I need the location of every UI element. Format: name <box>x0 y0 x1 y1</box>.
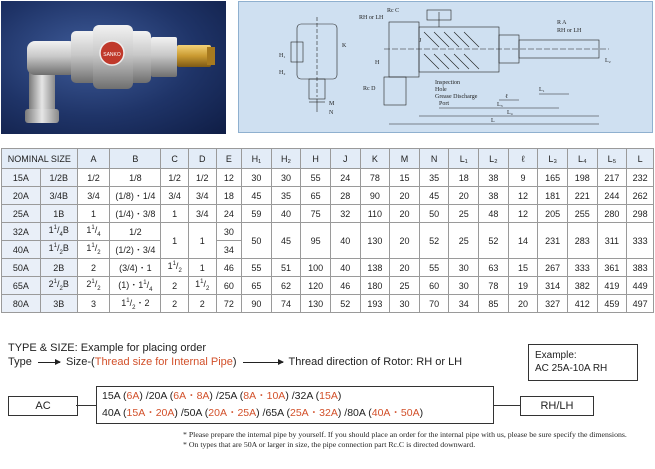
cell-ell: 20 <box>508 295 538 313</box>
label-grease-1: Grease Discharge <box>435 94 478 100</box>
cell-d: 3/4 <box>188 187 216 205</box>
cell-h: 65 <box>301 187 331 205</box>
label-rc-c: Rc C <box>387 8 400 14</box>
cell-l3: 267 <box>538 259 568 277</box>
cell-h2: 40 <box>271 205 301 223</box>
header-j: J <box>330 149 360 169</box>
cell-d-merged: 1 <box>188 223 216 259</box>
cell-l1: 18 <box>449 169 479 187</box>
cell-b: (1)・$1^1/_4$ <box>110 277 161 295</box>
cell-nominal-a: 65A <box>2 277 41 295</box>
table-row <box>2 259 654 277</box>
cell-c: 3/4 <box>161 187 189 205</box>
cell-h2: 51 <box>271 259 301 277</box>
cell-h1: 59 <box>242 205 272 223</box>
header-c: C <box>161 149 189 169</box>
label-rh-or-lh-2: RH or LH <box>557 28 582 34</box>
label-l1: L₁ <box>539 87 545 93</box>
type-box: AC <box>8 396 78 416</box>
header-m: M <box>390 149 420 169</box>
cell-m: 30 <box>390 295 420 313</box>
label-h1: H₁ <box>279 53 286 59</box>
internal-pipe-size: 6A・8A <box>173 390 210 402</box>
note-2: * On types that are 50A or larger in size, the pipe connection part Rc.C is directed downward. <box>183 440 476 449</box>
note-1: * Please prepare the internal pipe by yourself. If you should place an order for the internal pipe with us, please be sure specify the dimensions. <box>183 430 627 439</box>
header-n: N <box>419 149 449 169</box>
cell-a: 3/4 <box>77 187 110 205</box>
cell-j: 40 <box>330 259 360 277</box>
cell-c-merged: 1 <box>161 223 189 259</box>
header-d: D <box>188 149 216 169</box>
connector-line <box>76 405 96 406</box>
header-k: K <box>360 149 390 169</box>
cell-j: 52 <box>330 295 360 313</box>
label-ra: R A <box>557 20 567 26</box>
order-flow <box>8 356 462 368</box>
cell-l3-merged: 231 <box>538 223 568 259</box>
nominal-size-text: ) /25A ( <box>209 390 244 402</box>
cell-n: 60 <box>419 277 449 295</box>
cell-j: 46 <box>330 277 360 295</box>
cell-n: 35 <box>419 169 449 187</box>
nominal-size-text: ) /20A ( <box>139 390 174 402</box>
order-size-prefix: Size-( <box>65 356 95 368</box>
cell-k: 138 <box>360 259 390 277</box>
cell-l1: 20 <box>449 187 479 205</box>
emblem-text: SANKO <box>103 52 121 58</box>
cell-l2-merged: 52 <box>479 223 509 259</box>
internal-pipe-size: 25A・32A <box>290 407 338 419</box>
cell-l4: 255 <box>567 205 597 223</box>
header-l2: L₂ <box>479 149 509 169</box>
cell-h2: 30 <box>271 169 301 187</box>
header-l1: L₁ <box>449 149 479 169</box>
cell-nominal-b: $1^1/_2B$ <box>40 241 77 259</box>
cell-l5: 459 <box>597 295 627 313</box>
cell-l1: 30 <box>449 277 479 295</box>
cell-nominal-a: 25A <box>2 205 41 223</box>
cell-l4: 412 <box>567 295 597 313</box>
cell-l1-merged: 25 <box>449 223 479 259</box>
cell-h2-merged: 45 <box>271 223 301 259</box>
notes <box>183 430 651 450</box>
label-grease-2: Port <box>439 101 450 107</box>
technical-drawing <box>238 1 653 133</box>
label-m: M <box>329 101 335 107</box>
cell-a: 1/2 <box>77 169 110 187</box>
cell-a: $1^1/_2$ <box>77 241 110 259</box>
cell-n: 50 <box>419 205 449 223</box>
label-l: L <box>491 118 495 124</box>
cell-l2: 85 <box>479 295 509 313</box>
cell-h1: 90 <box>242 295 272 313</box>
cell-e: 18 <box>216 187 242 205</box>
cell-l4: 198 <box>567 169 597 187</box>
label-n: N <box>329 110 334 116</box>
cell-nominal-a: 20A <box>2 187 41 205</box>
header-a: A <box>77 149 110 169</box>
cell-d: 1 <box>188 259 216 277</box>
dimension-drawing <box>239 2 653 133</box>
cell-a: 1 <box>77 205 110 223</box>
cell-b: 1/2 <box>110 223 161 241</box>
cell-k: 90 <box>360 187 390 205</box>
cell-l3: 205 <box>538 205 568 223</box>
header-h2: H₂ <box>271 149 301 169</box>
arrow-icon <box>243 362 283 363</box>
cell-e: 72 <box>216 295 242 313</box>
cell-l2: 38 <box>479 169 509 187</box>
internal-pipe-size: 15A <box>319 390 338 402</box>
label-l3: L₃ <box>497 102 503 108</box>
table-row <box>2 295 654 313</box>
header-l5: L₅ <box>597 149 627 169</box>
cell-l: 449 <box>627 277 654 295</box>
label-l4: L₄ <box>507 110 513 116</box>
cell-l-merged: 333 <box>627 223 654 259</box>
nominal-size-text: ) /65A ( <box>256 407 290 419</box>
label-l2: L₂ <box>605 58 611 64</box>
header-h: H <box>301 149 331 169</box>
example-value: AC 25A-10A RH <box>535 363 608 374</box>
cell-e: 34 <box>216 241 242 259</box>
cell-k: 78 <box>360 169 390 187</box>
label-hole: Hole <box>435 87 447 93</box>
cell-h2: 74 <box>271 295 301 313</box>
order-type-label: Type <box>8 356 32 368</box>
cell-nominal-a: 15A <box>2 169 41 187</box>
cell-h: 120 <box>301 277 331 295</box>
header-nominal-size: NOMINAL SIZE <box>2 149 78 169</box>
label-ell: ℓ <box>505 94 508 100</box>
cell-h2: 35 <box>271 187 301 205</box>
cell-e: 60 <box>216 277 242 295</box>
label-k: K <box>342 43 347 49</box>
cell-l1: 34 <box>449 295 479 313</box>
internal-pipe-size: 6A <box>126 390 140 402</box>
table-row <box>2 187 654 205</box>
cell-l3: 327 <box>538 295 568 313</box>
cell-n: 55 <box>419 259 449 277</box>
cell-c: 1 <box>161 205 189 223</box>
order-size-suffix: ) <box>232 356 237 368</box>
label-inspection: Inspection <box>435 80 460 86</box>
cell-l: 383 <box>627 259 654 277</box>
cell-l4-merged: 283 <box>567 223 597 259</box>
cell-nominal-b: $1^1/_4B$ <box>40 223 77 241</box>
cell-l2: 48 <box>479 205 509 223</box>
cell-j: 24 <box>330 169 360 187</box>
header-h1: H₁ <box>242 149 272 169</box>
order-size-red: Thread size for Internal Pipe <box>94 356 233 368</box>
cell-l1: 30 <box>449 259 479 277</box>
cell-e: 30 <box>216 223 242 241</box>
sizes-box <box>96 386 494 424</box>
specification-table <box>1 148 654 313</box>
cell-nominal-b: 3/4B <box>40 187 77 205</box>
table-row <box>2 169 654 187</box>
cell-nominal-b: $2^1/_2B$ <box>40 277 77 295</box>
cell-l: 232 <box>627 169 654 187</box>
internal-pipe-size: 8A・10A <box>243 390 286 402</box>
cell-n: 45 <box>419 187 449 205</box>
cell-nominal-a: 40A <box>2 241 41 259</box>
cell-k: 193 <box>360 295 390 313</box>
nominal-size-text: ) <box>337 390 342 402</box>
product-photo <box>1 1 226 134</box>
cell-c: 2 <box>161 277 189 295</box>
cell-b: (1/4)・3/8 <box>110 205 161 223</box>
cell-h: 55 <box>301 169 331 187</box>
cell-nominal-b: 2B <box>40 259 77 277</box>
cell-b: (1/8)・1/4 <box>110 187 161 205</box>
cell-ell: 9 <box>508 169 538 187</box>
cell-l4: 221 <box>567 187 597 205</box>
cell-l: 262 <box>627 187 654 205</box>
cell-c: 1/2 <box>161 169 189 187</box>
cell-l5: 244 <box>597 187 627 205</box>
cell-l4: 382 <box>567 277 597 295</box>
cell-h1: 65 <box>242 277 272 295</box>
cell-a: $2^1/_2$ <box>77 277 110 295</box>
cell-e: 46 <box>216 259 242 277</box>
nominal-size-text: 15A ( <box>102 390 127 402</box>
cell-h2: 62 <box>271 277 301 295</box>
cell-c: 2 <box>161 295 189 313</box>
cell-l3: 165 <box>538 169 568 187</box>
header-l4: L₄ <box>567 149 597 169</box>
cell-a: 3 <box>77 295 110 313</box>
cell-nominal-a: 80A <box>2 295 41 313</box>
cell-ell: 12 <box>508 187 538 205</box>
header-e: E <box>216 149 242 169</box>
cell-l: 298 <box>627 205 654 223</box>
label-h: H <box>375 60 380 66</box>
label-rh-or-lh-1: RH or LH <box>359 15 384 21</box>
table-row <box>2 205 654 223</box>
example-box <box>528 344 638 381</box>
cell-k-merged: 130 <box>360 223 390 259</box>
cell-nominal-a: 50A <box>2 259 41 277</box>
cell-nominal-b: 1B <box>40 205 77 223</box>
header-l3: L₃ <box>538 149 568 169</box>
cell-a: 2 <box>77 259 110 277</box>
nominal-size-text: 40A ( <box>102 407 127 419</box>
cell-nominal-b: 3B <box>40 295 77 313</box>
table-row <box>2 223 654 241</box>
cell-m-merged: 20 <box>390 223 420 259</box>
direction-box: RH/LH <box>520 396 594 416</box>
cell-h1: 55 <box>242 259 272 277</box>
cell-l: 497 <box>627 295 654 313</box>
header-ell: ℓ <box>508 149 538 169</box>
cell-ell: 19 <box>508 277 538 295</box>
cell-l4: 333 <box>567 259 597 277</box>
cell-k: 180 <box>360 277 390 295</box>
cell-h: 130 <box>301 295 331 313</box>
cell-n: 70 <box>419 295 449 313</box>
cell-b: $1^1/_2$・2 <box>110 295 161 313</box>
cell-m: 15 <box>390 169 420 187</box>
cell-b: 1/8 <box>110 169 161 187</box>
cell-h: 100 <box>301 259 331 277</box>
cell-l3: 314 <box>538 277 568 295</box>
arrow-icon <box>38 362 60 363</box>
header-l: L <box>627 149 654 169</box>
cell-j: 32 <box>330 205 360 223</box>
cell-ell-merged: 14 <box>508 223 538 259</box>
nominal-size-text: ) <box>419 407 424 419</box>
cell-j: 28 <box>330 187 360 205</box>
cell-n-merged: 52 <box>419 223 449 259</box>
cell-d: $1^1/_2$ <box>188 277 216 295</box>
cell-m: 25 <box>390 277 420 295</box>
cell-nominal-a: 32A <box>2 223 41 241</box>
cell-e: 12 <box>216 169 242 187</box>
internal-pipe-size: 40A・50A <box>371 407 420 419</box>
example-label: Example: <box>535 350 577 361</box>
cell-l5-merged: 311 <box>597 223 627 259</box>
cell-ell: 15 <box>508 259 538 277</box>
cell-nominal-b: 1/2B <box>40 169 77 187</box>
order-title: TYPE & SIZE: Example for placing order <box>8 342 207 354</box>
cell-l2: 38 <box>479 187 509 205</box>
nominal-size-text: ) /32A ( <box>285 390 320 402</box>
cell-l3: 181 <box>538 187 568 205</box>
internal-pipe-size: 15A・20A <box>126 407 175 419</box>
nominal-size-text: ) /50A ( <box>174 407 209 419</box>
nominal-size-text: ) /80A ( <box>337 407 372 419</box>
header-b: B <box>110 149 161 169</box>
cell-h: 75 <box>301 205 331 223</box>
cell-m: 20 <box>390 259 420 277</box>
internal-pipe-size: 20A・25A <box>208 407 257 419</box>
cell-c: $1^1/_2$ <box>161 259 189 277</box>
cell-ell: 12 <box>508 205 538 223</box>
cell-l5: 361 <box>597 259 627 277</box>
cell-d: 1/2 <box>188 169 216 187</box>
connector-line <box>494 405 520 406</box>
cell-l5: 419 <box>597 277 627 295</box>
cell-m: 20 <box>390 187 420 205</box>
cell-b: (1/2)・3/4 <box>110 241 161 259</box>
cell-h1-merged: 50 <box>242 223 272 259</box>
label-rc-d: Rc D <box>363 86 376 92</box>
sizes-line-2 <box>102 405 493 422</box>
table-header-row <box>2 149 654 169</box>
sizes-line-1 <box>102 388 493 405</box>
cell-e: 24 <box>216 205 242 223</box>
order-direction: Thread direction of Rotor: RH or LH <box>288 356 463 368</box>
cell-m: 20 <box>390 205 420 223</box>
cell-l1: 25 <box>449 205 479 223</box>
cell-h1: 45 <box>242 187 272 205</box>
table-row <box>2 277 654 295</box>
label-h2: H₂ <box>279 70 286 76</box>
cell-l2: 63 <box>479 259 509 277</box>
cell-b: (3/4)・1 <box>110 259 161 277</box>
rotary-joint-image <box>1 1 226 134</box>
cell-j-merged: 40 <box>330 223 360 259</box>
cell-h1: 30 <box>242 169 272 187</box>
cell-d: 3/4 <box>188 205 216 223</box>
cell-a: $1^1/_4$ <box>77 223 110 241</box>
cell-l5: 280 <box>597 205 627 223</box>
cell-h-merged: 95 <box>301 223 331 259</box>
cell-l5: 217 <box>597 169 627 187</box>
label-j: J <box>419 38 422 44</box>
cell-d: 2 <box>188 295 216 313</box>
cell-l2: 78 <box>479 277 509 295</box>
cell-k: 110 <box>360 205 390 223</box>
order-info <box>8 342 462 368</box>
